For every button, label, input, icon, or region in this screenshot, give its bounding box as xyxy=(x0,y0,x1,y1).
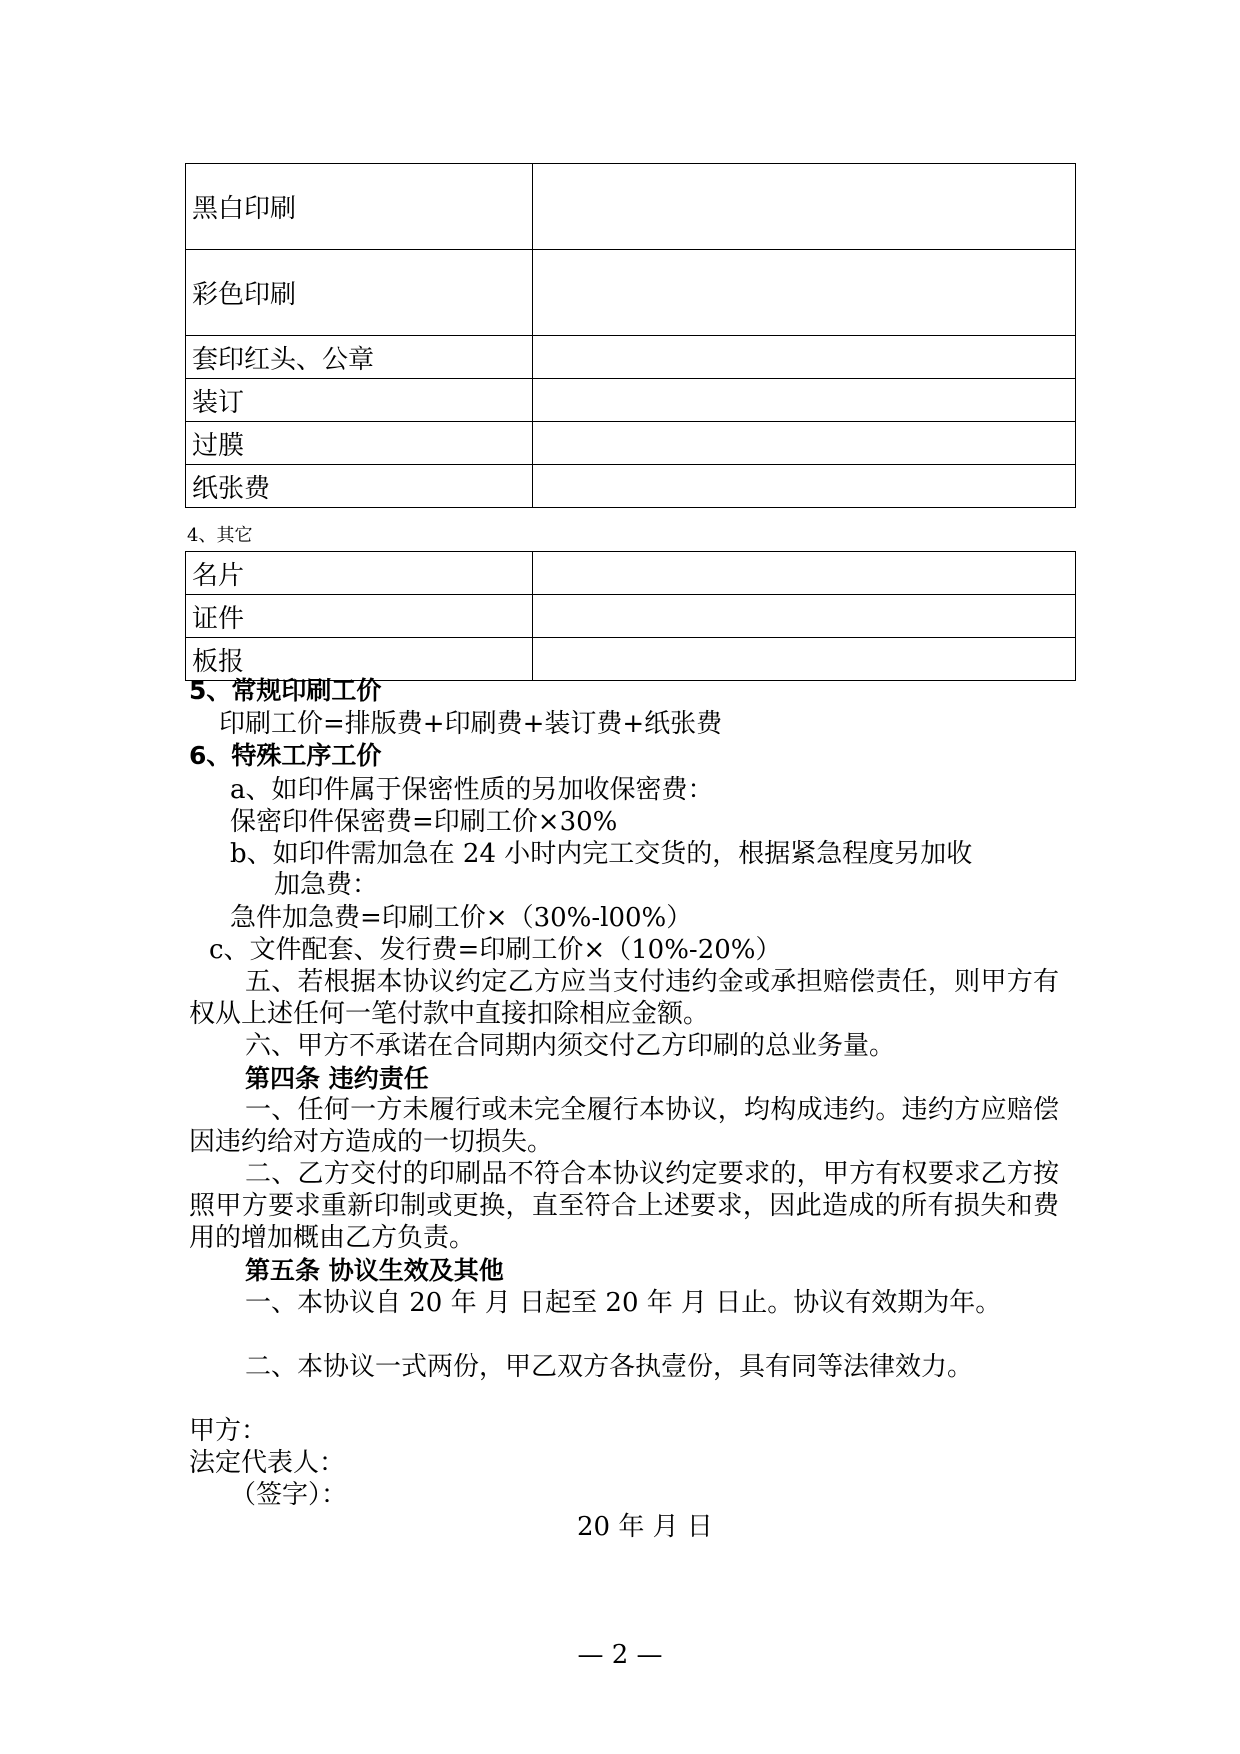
table-row xyxy=(186,250,1076,336)
paragraph-5: 五、若根据本协议约定乙方应当支付违约金或承担赔偿责任，则甲方有权从上述任何一笔付款中直接扣除相应金额。 xyxy=(189,967,1059,1029)
table-cell-value xyxy=(533,422,1076,465)
table-cell-label: 板报 xyxy=(186,638,533,681)
table-row xyxy=(186,595,1076,638)
table-row xyxy=(186,465,1076,508)
table-cell-label: 装订 xyxy=(186,379,533,422)
table-cell-value xyxy=(533,379,1076,422)
section-6-b-line2: 加急费： xyxy=(274,870,379,900)
table-row xyxy=(186,552,1076,595)
table-cell-value xyxy=(533,465,1076,508)
article-5-paragraph-1: 一、本协议自 20 年 月 日起至 20 年 月 日止。协议有效期为年。 xyxy=(245,1288,1002,1318)
table-row xyxy=(186,379,1076,422)
table-row xyxy=(186,422,1076,465)
price-table-main xyxy=(185,163,1076,508)
table-cell-label: 证件 xyxy=(186,595,533,638)
section-6-c: c、文件配套、发行费=印刷工价×（10%-20%） xyxy=(209,935,782,965)
section-5-title: 5、常规印刷工价 xyxy=(189,676,382,705)
signature-party: 甲方： xyxy=(189,1416,268,1446)
article-4-paragraph-2: 二、乙方交付的印刷品不符合本协议约定要求的，甲方有权要求乙方按照甲方要求重新印制或更换，直至符合上述要求，因此造成的所有损失和费用的增加概由乙方负责。 xyxy=(189,1159,1059,1253)
section-6-a-formula: 保密印件保密费=印刷工价×30% xyxy=(230,807,618,837)
section-6-b-formula: 急件加急费=印刷工价×（30%-l00%） xyxy=(230,903,693,933)
signature-date: 20 年 月 日 xyxy=(577,1512,713,1542)
table-row xyxy=(186,164,1076,250)
signature-legal-rep: 法定代表人： xyxy=(189,1448,346,1478)
section-5-formula: 印刷工价=排版费+印刷费+装订费+纸张费 xyxy=(219,709,723,739)
signature-sign: （签字）： xyxy=(230,1480,348,1510)
table-cell-label: 彩色印刷 xyxy=(186,250,533,336)
table-cell-label: 名片 xyxy=(186,552,533,595)
table-row xyxy=(186,336,1076,379)
price-table-other xyxy=(185,551,1076,681)
table-cell-label: 纸张费 xyxy=(186,465,533,508)
page-number: — 2 — xyxy=(577,1640,663,1670)
section-4-title: 4、其它 xyxy=(187,525,253,546)
section-6-b-line1: b、如印件需加急在 24 小时内完工交货的，根据紧急程度另加收 xyxy=(230,839,973,869)
section-6-a: a、如印件属于保密性质的另加收保密费： xyxy=(230,775,714,805)
table-cell-value xyxy=(533,164,1076,250)
table-cell-label: 过膜 xyxy=(186,422,533,465)
table-cell-value xyxy=(533,250,1076,336)
article-5-title: 第五条 协议生效及其他 xyxy=(245,1256,504,1285)
article-5-paragraph-2: 二、本协议一式两份，甲乙双方各执壹份，具有同等法律效力。 xyxy=(245,1352,974,1382)
article-4-title: 第四条 违约责任 xyxy=(245,1064,429,1093)
table-cell-value xyxy=(533,336,1076,379)
paragraph-6: 六、甲方不承诺在合同期内须交付乙方印刷的总业务量。 xyxy=(245,1031,896,1061)
table-cell-label: 黑白印刷 xyxy=(186,164,533,250)
table-cell-value xyxy=(533,552,1076,595)
section-6-title: 6、特殊工序工价 xyxy=(189,741,382,770)
article-4-paragraph-1: 一、任何一方未履行或未完全履行本协议，均构成违约。违约方应赔偿因违约给对方造成的一切损失。 xyxy=(189,1095,1059,1157)
table-cell-value xyxy=(533,638,1076,681)
table-cell-label: 套印红头、公章 xyxy=(186,336,533,379)
table-cell-value xyxy=(533,595,1076,638)
